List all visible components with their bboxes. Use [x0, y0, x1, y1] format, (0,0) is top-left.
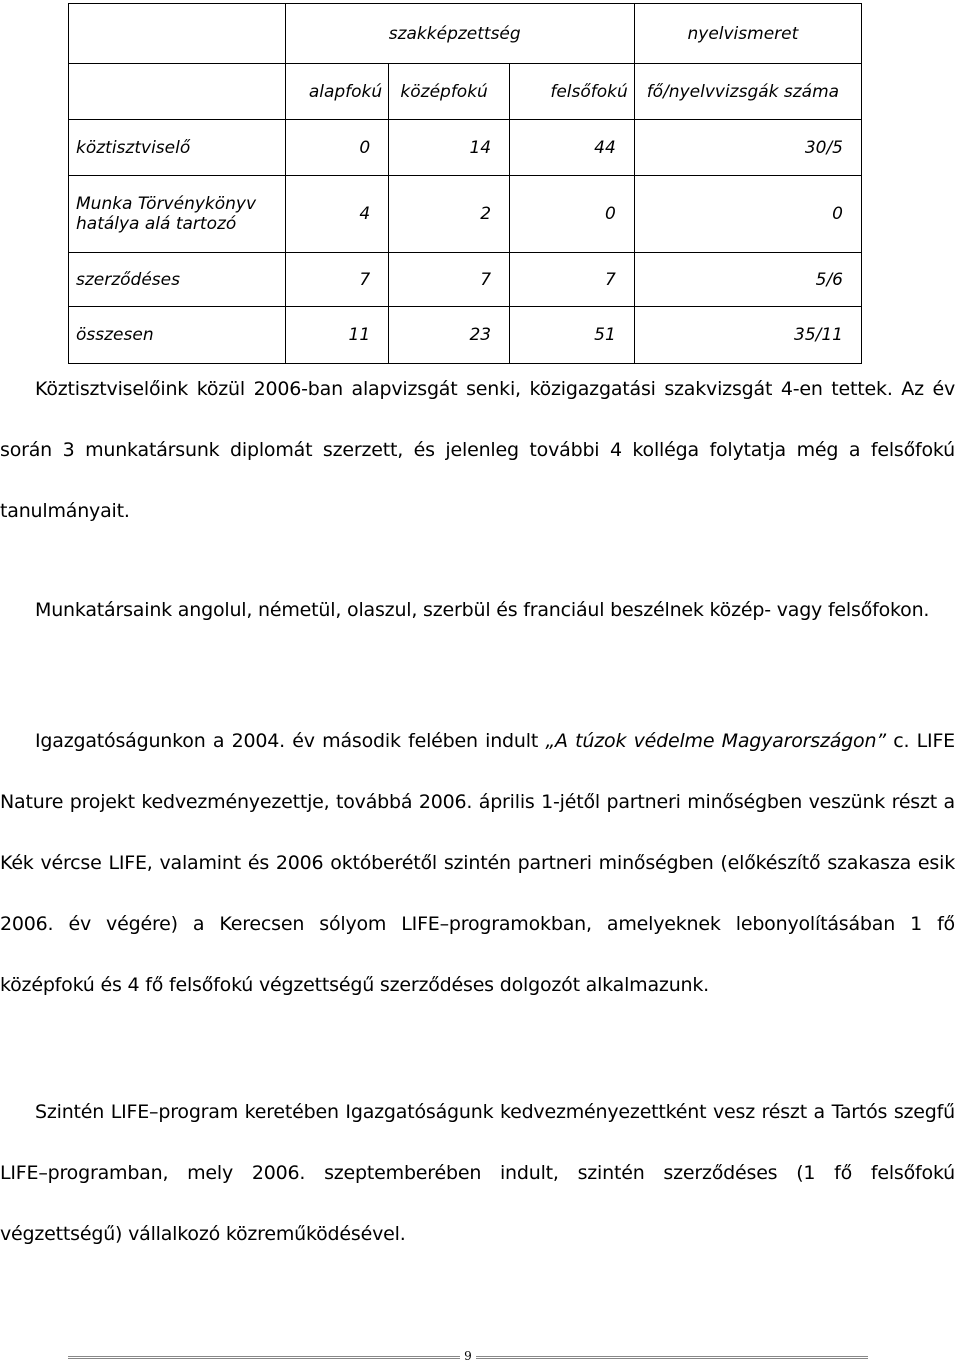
table-row — [69, 253, 862, 307]
cell-felsofoku: 44 — [510, 120, 635, 176]
cell-alapfoku: 7 — [285, 253, 389, 307]
table-corner-cell — [69, 4, 286, 64]
table-row — [69, 176, 862, 253]
row-label: Munka Törvénykönyv hatálya alá tartozó — [69, 176, 286, 253]
cell-nyelvvizsga: 0 — [634, 176, 861, 253]
paragraph-nyelvek: Munkatársaink angolul, németül, olaszul, szerbül és franciául beszélnek közép- vagy felsőfokon. — [35, 599, 930, 621]
cell-nyelvvizsga: 5/6 — [634, 253, 861, 307]
cell-kozepfoku: 14 — [389, 120, 510, 176]
table-header-row-groups — [69, 4, 862, 64]
staff-qualification-table — [68, 3, 862, 364]
cell-nyelvvizsga: 35/11 — [634, 307, 861, 364]
cell-nyelvvizsga: 30/5 — [634, 120, 861, 176]
paragraph-tartos-szegfu: Szintén LIFE–program keretében Igazgatóságunk kedvezményezettként vesz részt a Tartós szegfű LIFE–programban, mely 2006. szeptemberében indult, szintén szerződéses (1 fő felsőfokú végzettségű) vállalkozó közreműködésével. — [0, 1101, 955, 1245]
cell-kozepfoku: 2 — [389, 176, 510, 253]
paragraph-life-projektek — [0, 711, 955, 1016]
paragraph-vizsgak: Köztisztviselőink közül 2006-ban alapvizsgát senki, közigazgatási szakvizsgát 4-en tettek. Az év során 3 munkatársunk diplomát szerzett, és jelenleg további 4 kolléga folytatja még a felsőfokú tanulmányait. — [0, 378, 955, 522]
cell-kozepfoku: 23 — [389, 307, 510, 364]
header-fo-nyelvvizsgak: fő/nyelvvizsgák száma — [634, 64, 861, 120]
cell-kozepfoku: 7 — [389, 253, 510, 307]
cell-felsofoku: 0 — [510, 176, 635, 253]
header-nyelvismeret: nyelvismeret — [634, 4, 861, 64]
header-felsofoku: felsőfokú — [510, 64, 635, 120]
table-row-total — [69, 307, 862, 364]
page-number: 9 — [0, 1349, 936, 1363]
paragraph-text: Igazgatóságunkon a 2004. év második felében indult — [35, 730, 546, 752]
project-title: „A túzok védelme Magyarországon” — [545, 730, 886, 752]
header-kozepfoku: középfokú — [389, 64, 510, 120]
header-alapfoku: alapfokú — [285, 64, 389, 120]
table-row — [69, 120, 862, 176]
table-header-row-levels — [69, 64, 862, 120]
row-label: szerződéses — [69, 253, 286, 307]
paragraph-text: c. LIFE Nature projekt kedvezményezettje, továbbá 2006. április 1-jétől partneri minőségben veszünk részt a Kék vércse LIFE, valamint és 2006 októberétől szintén partneri minőségben (előkészítő szakasza esik 2006. év végére) a Kerecsen sólyom LIFE–programokban, amelyeknek lebonyolításában 1 fő középfokú és 4 fő felsőfokú végzettségű szerződéses dolgozót alkalmazunk. — [0, 730, 955, 996]
row-label: köztisztviselő — [69, 120, 286, 176]
table-corner-cell — [69, 64, 286, 120]
row-label: összesen — [69, 307, 286, 364]
cell-felsofoku: 51 — [510, 307, 635, 364]
cell-alapfoku: 0 — [285, 120, 389, 176]
cell-alapfoku: 11 — [285, 307, 389, 364]
cell-felsofoku: 7 — [510, 253, 635, 307]
header-szakkepzettseg: szakképzettség — [285, 4, 634, 64]
cell-alapfoku: 4 — [285, 176, 389, 253]
